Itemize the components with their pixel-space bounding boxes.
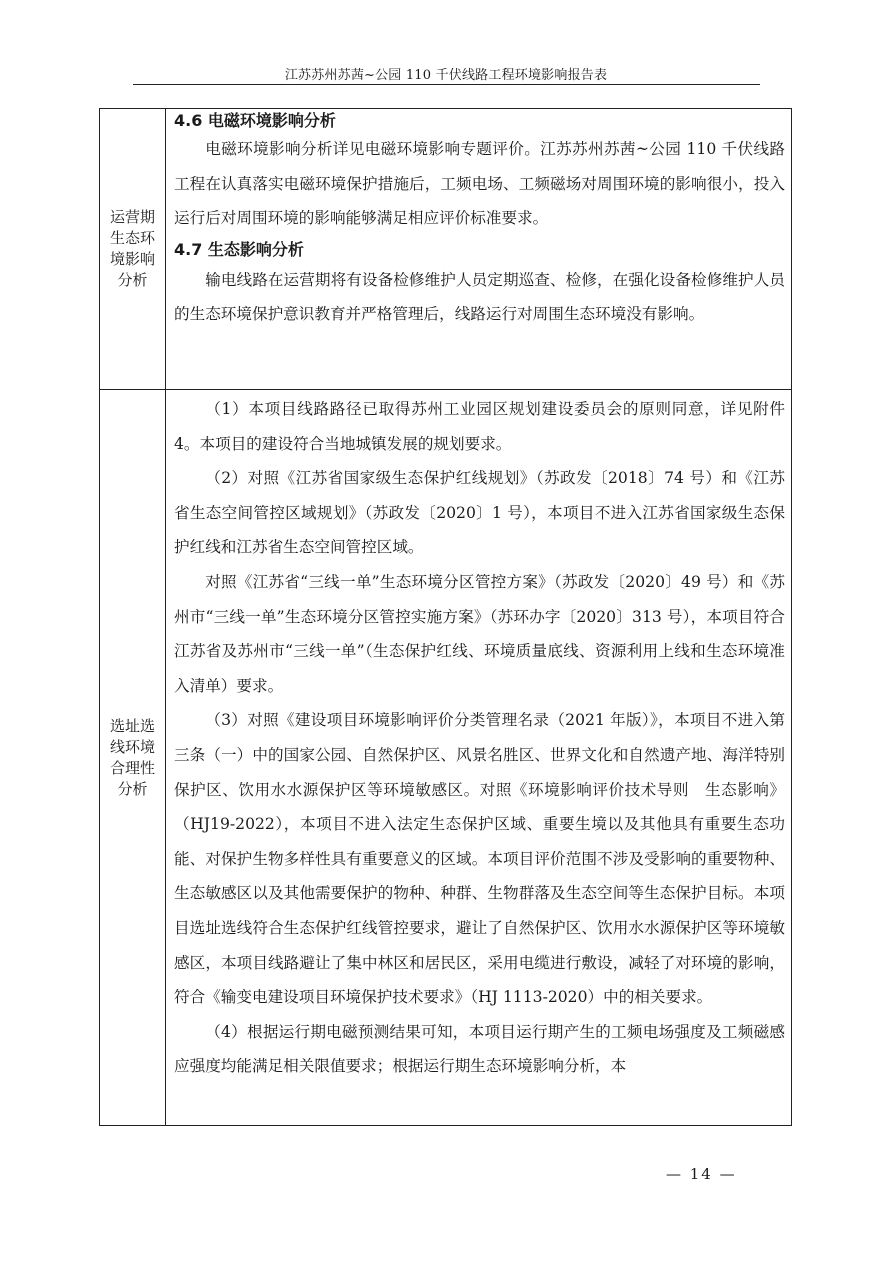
heading-ecological: 4.7 生态影响分析 (174, 239, 304, 259)
paragraph-ecological: 输电线路在运营期将有设备检修维护人员定期巡查、检修，在强化设备检修维护人员的生态环境保护意识教育并严格管理后，线路运行对周围生态环境没有影响。 (174, 270, 785, 324)
page-header: 江苏苏州苏茜~公园 110 千伏线路工程环境影响报告表 (284, 68, 608, 83)
report-table (99, 108, 792, 1126)
header-rule (133, 84, 760, 85)
row-label-operation: 运营期生态环境影响分析 (109, 208, 155, 289)
paragraph-siting-4: （3）对照《建设项目环境影响评价分类管理名录（2021 年版）》，本项目不进入第三条（一）中的国家公园、自然保护区、风景名胜区、世界文化和自然遗产地、海洋特别保护区、饮用水水源保护区等环境敏感区。对照《环境影响评价技术导则 生态影响》（HJ19-2022），本项目不进入法定生态保护区域、重要生境以及其他具有重要生态功能、对保护生物多样性具有重要意义的区域。本项目评价范围不涉及受影响的重要物种、生态敏感区以及其他需要保护的物种、种群、生物群落及生态空间等生态保护目标。本项目选址选线符合生态保护红线管控要求，避让了自然保护区、饮用水水源保护区等环境敏感区，本项目线路避让了集中林区和居民区，采用电缆进行敷设，减轻了对环境的影响，符合《输变电建设项目环境保护技术要求》（HJ 1113-2020）中的相关要求。 (174, 711, 785, 1007)
row-label-cell (100, 390, 166, 1125)
heading-electromagnetic: 4.6 电磁环境影响分析 (174, 111, 336, 130)
paragraph-electromagnetic: 电磁环境影响分析详见电磁环境影响专题评价。江苏苏州苏茜~公园 110 千伏线路工程在认真落实电磁环境保护措施后，工频电场、工频磁场对周围环境的影响很小，投入运行后对周围环境的影响能够满足相应评价标准要求。 (174, 140, 785, 228)
paragraph-siting-5: （4）根据运行期电磁预测结果可知，本项目运行期产生的工频电场强度及工频磁感应强度均能满足相关限值要求；根据运行期生态环境影响分析，本 (174, 1022, 785, 1076)
page-number: — 14 — (666, 1165, 737, 1183)
row-content-siting (166, 392, 791, 1084)
paragraph-siting-2: （2）对照《江苏省国家级生态保护红线规划》（苏政发〔2018〕74 号）和《江苏省生态空间管控区域规划》（苏政发〔2020〕1 号），本项目不进入江苏省国家级生态保护红线和江苏省生态空间管控区域。 (174, 469, 785, 557)
paragraph-siting-1: （1）本项目线路路径已取得苏州工业园区规划建设委员会的原则同意，详见附件 4。本项目的建设符合当地城镇发展的规划要求。 (174, 400, 785, 453)
paragraph-siting-3: 对照《江苏省“三线一单”生态环境分区管控方案》（苏政发〔2020〕49 号）和《苏州市“三线一单”生态环境分区管控实施方案》（苏环办字〔2020〕313 号），本项目符合江苏省及苏州市“三线一单”（生态保护红线、环境质量底线、资源利用上线和生态环境准入清单）要求。 (174, 572, 785, 695)
row-label-cell (100, 109, 166, 389)
row-label-siting: 选址选线环境合理性分析 (109, 716, 155, 798)
row-content-operation (166, 109, 791, 332)
table-row-operation (100, 109, 791, 390)
table-row-siting (100, 390, 791, 1125)
